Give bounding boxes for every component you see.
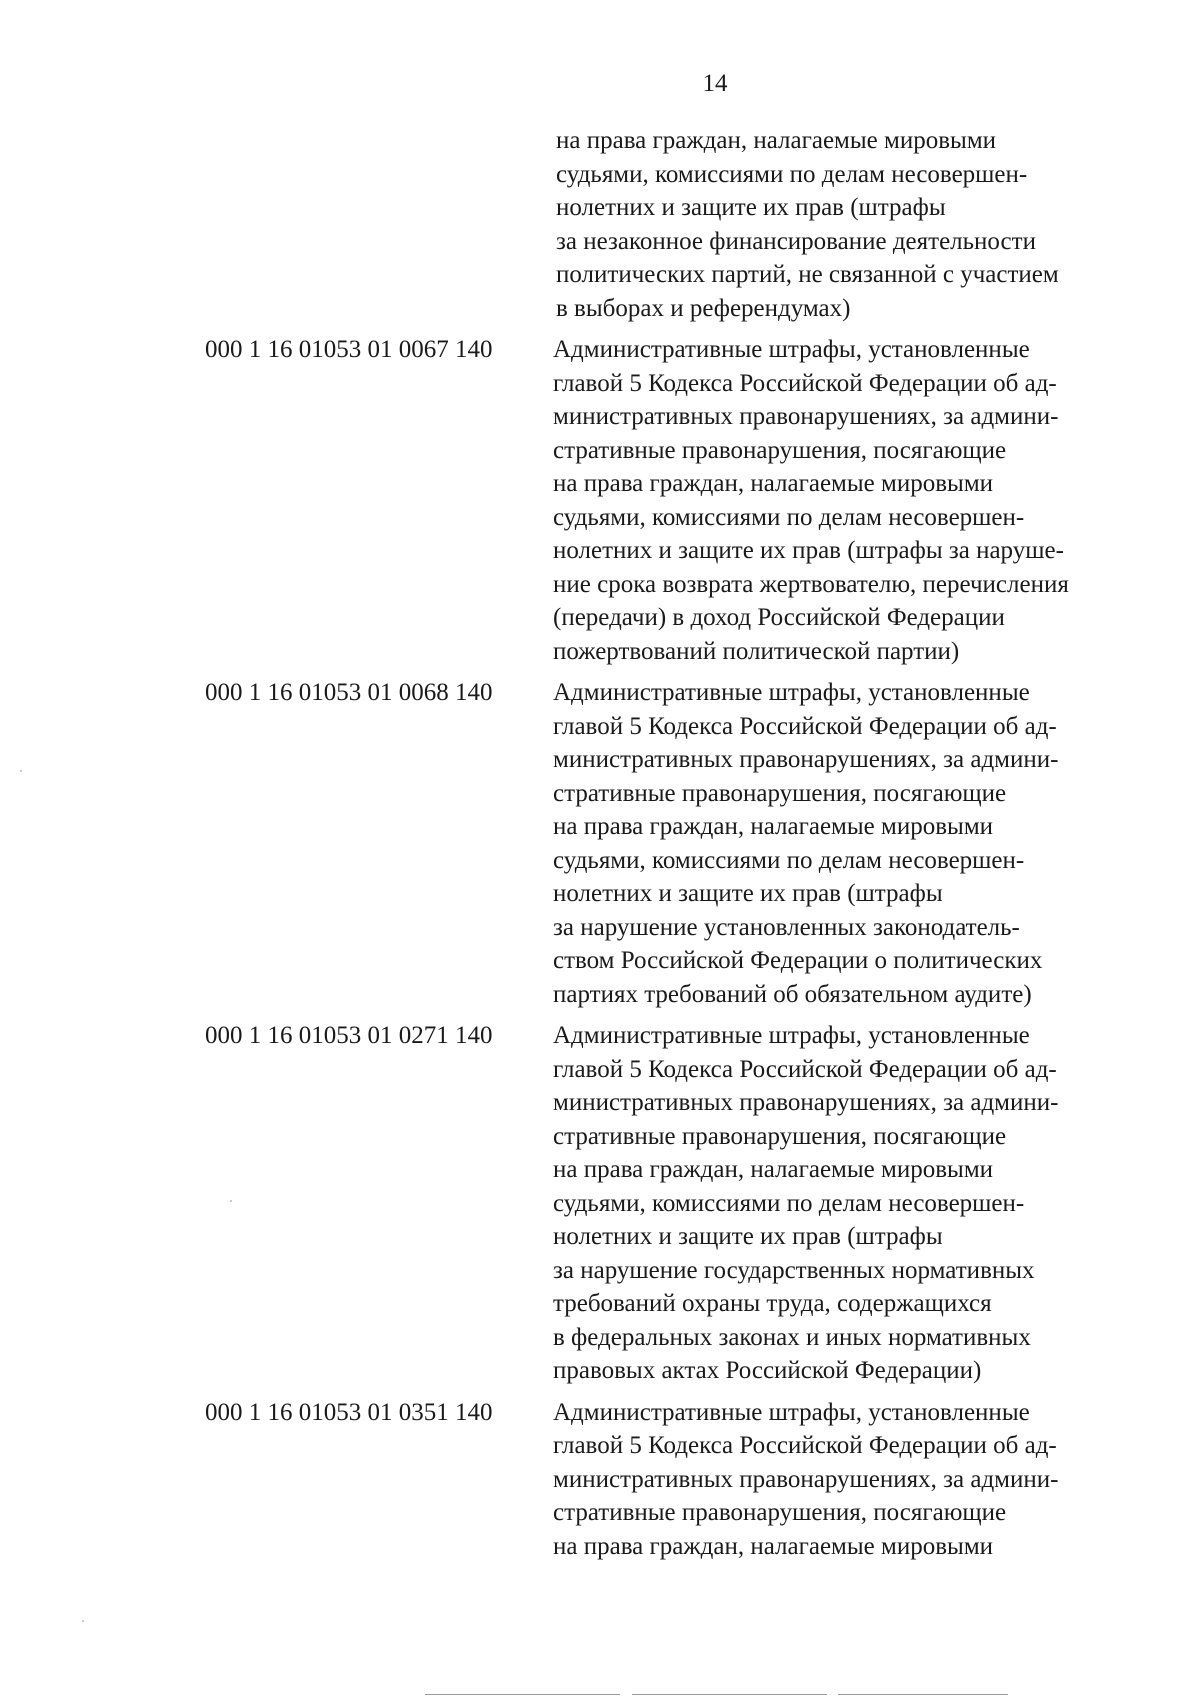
description-line: судьями, комиссиями по делам несовершен- (553, 846, 1025, 874)
description-line: за незаконное финансирование деятельности (556, 227, 1036, 255)
description-line: Административные штрафы, установленные (553, 679, 1030, 706)
classification-code: 000 1 16 01053 01 0068 140 (205, 679, 493, 706)
description-line: политических партий, не связанной с участием (556, 261, 1059, 288)
description-line: главой 5 Кодекса Российской Федерации об ад- (553, 712, 1057, 740)
description-line: судьями, комиссиями по делам несовершен- (553, 503, 1025, 531)
description-line: нолетних и защите их прав (штрафы за наруше- (553, 537, 1064, 564)
footer-rule (632, 1694, 827, 1695)
classification-code: 000 1 16 01053 01 0271 140 (205, 1022, 493, 1049)
table-row (0, 1019, 1200, 1388)
description-line: правовых актах Российской Федерации) (553, 1357, 982, 1384)
description-line: требований охраны труда, содержащихся (553, 1290, 992, 1317)
page-number: 14 (702, 70, 728, 97)
description-line: нолетних и защите их прав (штрафы (556, 194, 946, 221)
description-line: нолетних и защите их прав (штрафы (553, 1223, 943, 1250)
entry-description (553, 1396, 1141, 1564)
scan-speck (82, 1620, 84, 1622)
table-row (0, 676, 1200, 1011)
description-line: нолетних и защите их прав (штрафы (553, 880, 943, 907)
description-line: за нарушение установленных законодатель- (553, 913, 1020, 941)
description-line: главой 5 Кодекса Российской Федерации об ад- (553, 1432, 1057, 1459)
description-line: на права граждан, налагаемые мировыми (556, 127, 997, 154)
footer-rule (425, 1694, 620, 1695)
scan-speck (230, 1200, 232, 1202)
description-line: партиях требований об обязательном аудите) (553, 980, 1032, 1008)
description-line: в федеральных законах и иных нормативных (553, 1323, 1031, 1351)
description-line: стративные правонарушения, посягающие (553, 436, 1007, 464)
budget-classification-table (0, 124, 1200, 1571)
description-line: Административные штрафы, установленные (553, 336, 1030, 363)
continuation-row (0, 124, 1200, 325)
classification-code: 000 1 16 01053 01 0067 140 (205, 336, 493, 363)
description-line: судьями, комиссиями по делам несовершен- (556, 160, 1028, 188)
entry-description (553, 1019, 1141, 1388)
continuation-description (556, 124, 1144, 325)
description-line: ние срока возврата жертвователю, перечисления (553, 570, 1069, 598)
description-line: главой 5 Кодекса Российской Федерации об ад- (553, 1055, 1057, 1083)
table-row (0, 1396, 1200, 1564)
description-line: (передачи) в доход Российской Федерации (553, 604, 1005, 631)
classification-code: 000 1 16 01053 01 0351 140 (205, 1398, 493, 1426)
description-line: министративных правонарушениях, за админи- (553, 1089, 1059, 1116)
description-line: министративных правонарушениях, за админи- (553, 1465, 1059, 1493)
description-line: стративные правонарушения, посягающие (553, 1122, 1007, 1150)
description-line: пожертвований политической партии) (553, 637, 960, 665)
description-line: стративные правонарушения, посягающие (553, 1499, 1007, 1526)
description-line: главой 5 Кодекса Российской Федерации об ад- (553, 369, 1057, 397)
description-line: министративных правонарушениях, за админи- (553, 403, 1059, 430)
description-line: стративные правонарушения, посягающие (553, 779, 1007, 807)
entry-description (553, 676, 1141, 1011)
description-line: министративных правонарушениях, за админи- (553, 746, 1059, 773)
description-line: Административные штрафы, установленные (553, 1398, 1030, 1426)
description-line: в выборах и референдумах) (556, 294, 851, 322)
description-line: на права граждан, налагаемые мировыми (553, 813, 994, 840)
description-line: на права граждан, налагаемые мировыми (553, 1532, 994, 1560)
description-line: на права граждан, налагаемые мировыми (553, 1156, 994, 1183)
entry-description (553, 333, 1141, 668)
description-line: судьями, комиссиями по делам несовершен- (553, 1189, 1025, 1217)
scan-speck (20, 770, 22, 772)
description-line: на права граждан, налагаемые мировыми (553, 470, 994, 497)
description-line: за нарушение государственных нормативных (553, 1256, 1035, 1284)
footer-rule (838, 1694, 1008, 1695)
table-row (0, 333, 1200, 668)
description-line: ством Российской Федерации о политических (553, 947, 1043, 974)
description-line: Административные штрафы, установленные (553, 1022, 1030, 1049)
